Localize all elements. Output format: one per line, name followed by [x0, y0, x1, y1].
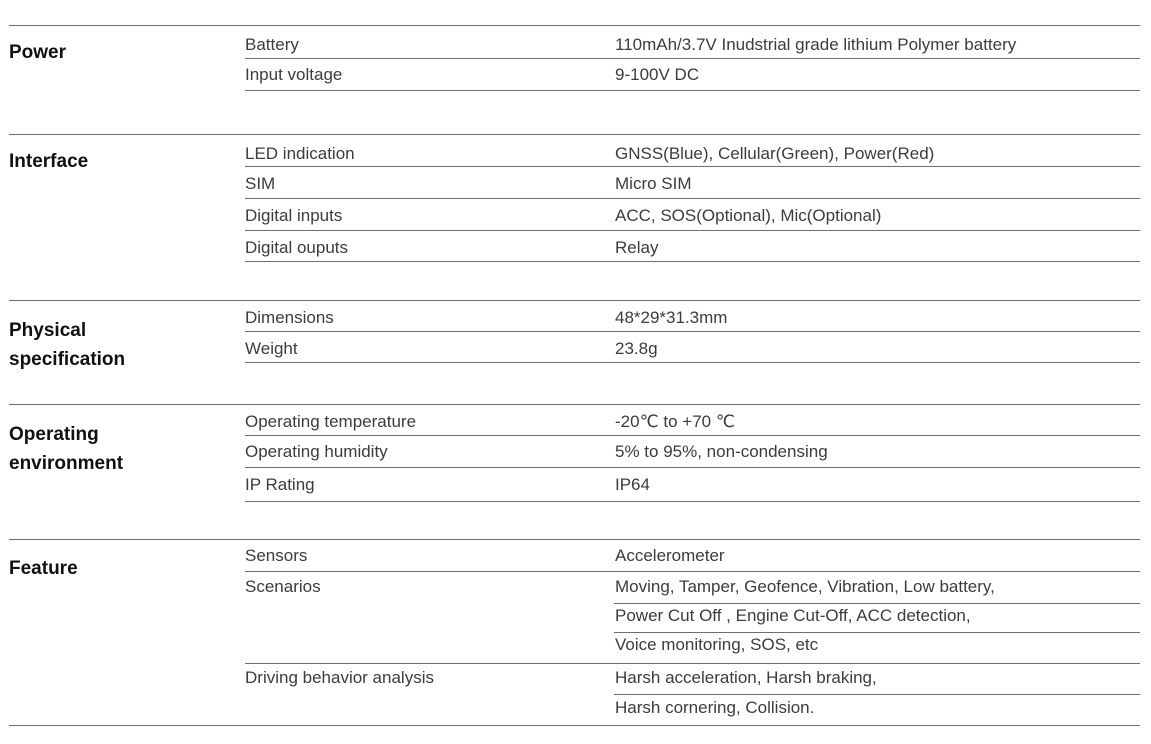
spec-value-digital-inputs: ACC, SOS(Optional), Mic(Optional) [615, 206, 882, 225]
row-divider [245, 362, 1140, 363]
section-title-operating-environment [9, 420, 123, 478]
row-divider [245, 261, 1140, 262]
row-divider [245, 467, 1140, 468]
row-divider [245, 571, 1140, 572]
spec-label-scenarios: Scenarios [245, 577, 321, 596]
section-top-divider [9, 134, 1140, 135]
table-bottom-divider [9, 725, 1140, 726]
spec-label-ip-rating: IP Rating [245, 475, 315, 494]
spec-label-operating-temperature: Operating temperature [245, 412, 417, 431]
spec-value-sensors: Accelerometer [615, 546, 725, 565]
spec-label-weight: Weight [245, 339, 298, 358]
spec-value-scenarios-line-3: Voice monitoring, SOS, etc [615, 635, 819, 654]
section-title-line: environment [9, 453, 124, 474]
section-top-divider [9, 539, 1140, 540]
spec-label-led-indication: LED indication [245, 144, 355, 163]
section-title-line: Feature [9, 558, 78, 579]
row-divider [245, 198, 1140, 199]
spec-value-operating-temperature: -20℃ to +70 ℃ [615, 412, 735, 431]
value-line-divider [614, 694, 1140, 695]
row-divider [245, 435, 1140, 436]
spec-value-battery: 110mAh/3.7V Inudstrial grade lithium Polymer battery [615, 35, 1017, 54]
row-divider [245, 166, 1140, 167]
spec-label-driving-behavior-analysis: Driving behavior analysis [245, 668, 434, 687]
row-divider [245, 501, 1140, 502]
spec-value-driving-behavior-line-1: Harsh acceleration, Harsh braking, [615, 668, 877, 687]
section-title-line: Physical [9, 320, 87, 341]
section-title-line: Power [9, 42, 67, 63]
spec-label-input-voltage: Input voltage [245, 65, 343, 84]
spec-value-sim: Micro SIM [615, 174, 692, 193]
spec-value-dimensions: 48*29*31.3mm [615, 308, 728, 327]
value-line-divider [614, 603, 1140, 604]
row-divider [245, 331, 1140, 332]
section-title-line: specification [9, 349, 126, 370]
section-top-divider [9, 404, 1140, 405]
spec-value-led-indication: GNSS(Blue), Cellular(Green), Power(Red) [615, 144, 935, 163]
section-title-interface [9, 147, 88, 176]
spec-value-scenarios-line-2: Power Cut Off , Engine Cut-Off, ACC detection, [615, 606, 971, 625]
value-line-divider [614, 632, 1140, 633]
row-divider [245, 663, 1140, 664]
spec-value-weight: 23.8g [615, 339, 658, 358]
spec-label-digital-outputs: Digital ouputs [245, 238, 349, 257]
row-divider [245, 58, 1140, 59]
spec-label-dimensions: Dimensions [245, 308, 334, 327]
section-title-line: Operating [9, 424, 99, 445]
spec-value-driving-behavior-line-2: Harsh cornering, Collision. [615, 698, 815, 717]
spec-label-sim: SIM [245, 174, 276, 193]
section-title-line: Interface [9, 151, 89, 172]
row-divider [245, 230, 1140, 231]
spec-value-ip-rating: IP64 [615, 475, 650, 494]
section-top-divider [9, 25, 1140, 26]
section-top-divider [9, 300, 1140, 301]
section-title-feature [9, 554, 78, 583]
spec-value-operating-humidity: 5% to 95%, non-condensing [615, 442, 828, 461]
section-title-power [9, 38, 66, 67]
spec-value-scenarios-line-1: Moving, Tamper, Geofence, Vibration, Low battery, [615, 577, 995, 596]
spec-label-sensors: Sensors [245, 546, 308, 565]
section-title-physical-specification [9, 316, 125, 374]
spec-label-digital-inputs: Digital inputs [245, 206, 343, 225]
row-divider [245, 90, 1140, 91]
spec-label-operating-humidity: Operating humidity [245, 442, 388, 461]
spec-value-digital-outputs: Relay [615, 238, 659, 257]
spec-value-input-voltage: 9-100V DC [615, 65, 700, 84]
spec-label-battery: Battery [245, 35, 299, 54]
